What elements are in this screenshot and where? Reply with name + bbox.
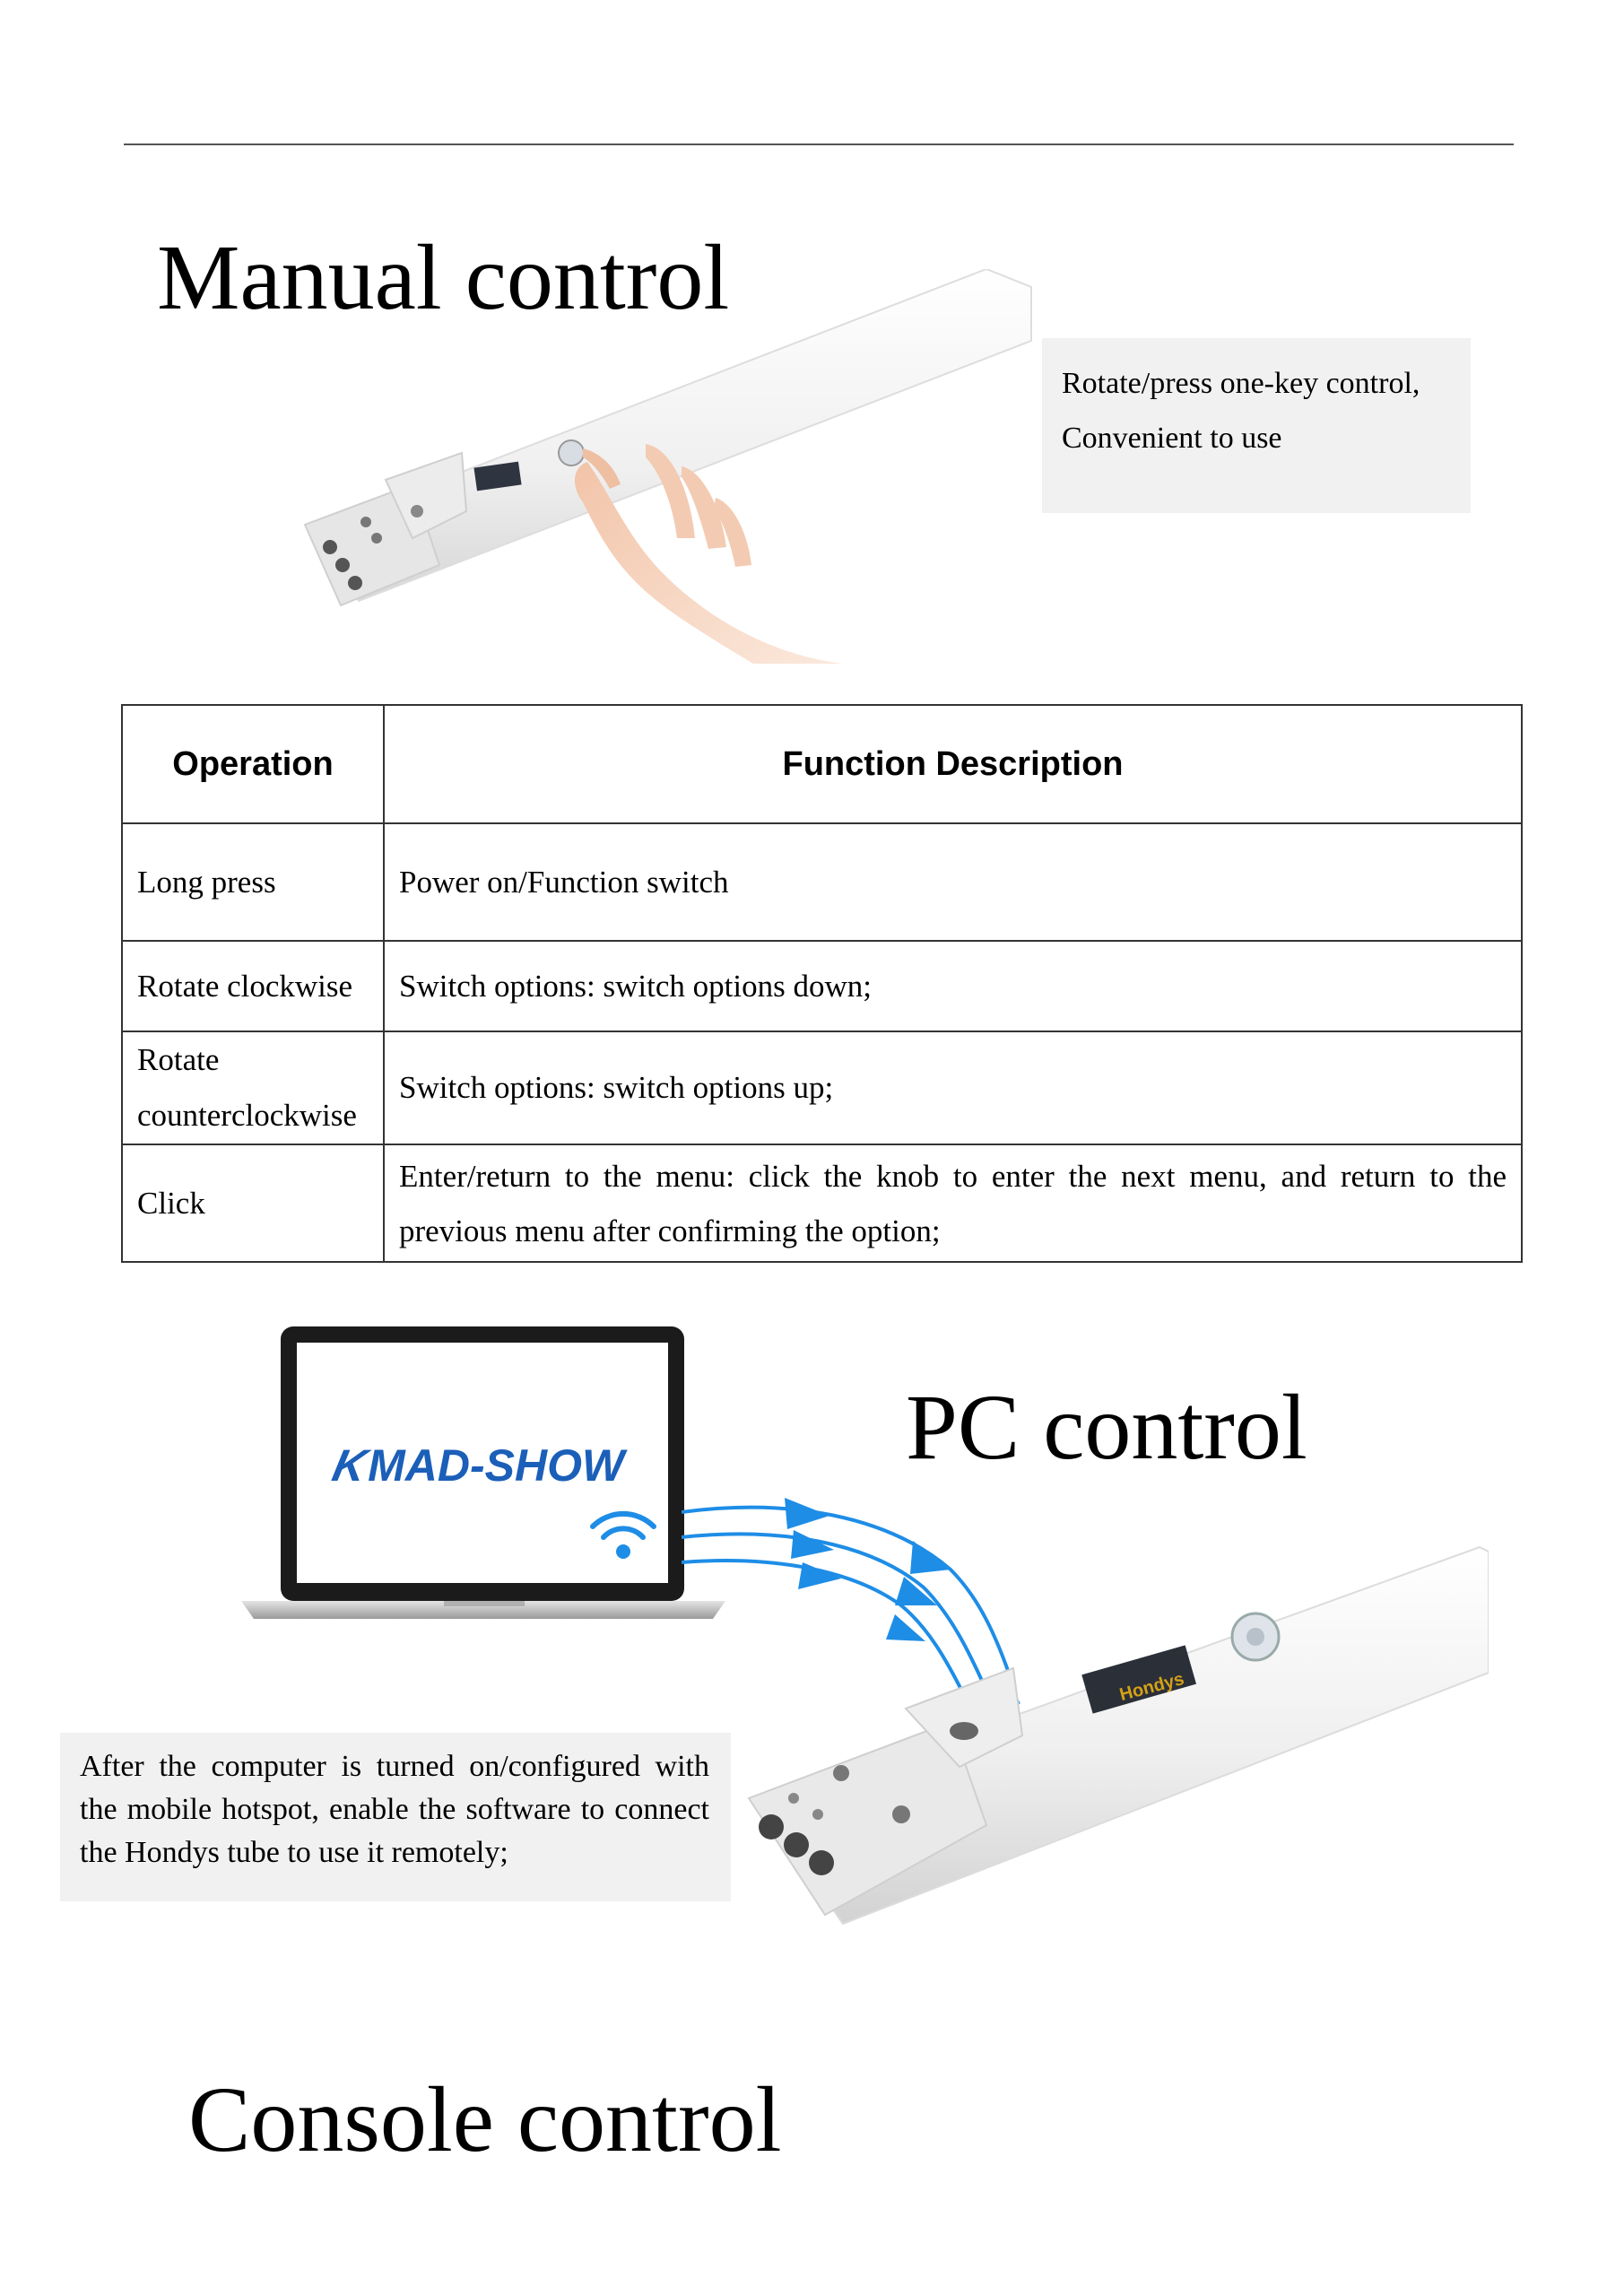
header-function-description: Function Description bbox=[384, 705, 1522, 823]
console-control-title: Console control bbox=[188, 2068, 782, 2171]
operation-cell: Long press bbox=[122, 823, 384, 941]
operation-line-1: Rotate bbox=[137, 1042, 220, 1077]
description-cell: Enter/return to the menu: click the knob to enter the next menu, and return to the previous menu after confirming the option; bbox=[384, 1144, 1522, 1262]
operation-cell bbox=[122, 1031, 384, 1144]
device-brand-label: Hondys bbox=[1117, 1668, 1186, 1706]
pc-control-note: After the computer is turned on/configured with the mobile hotspot, enable the software to connect the Hondys tube to use it remotely; bbox=[60, 1733, 731, 1901]
logo-text: MAD-SHOW bbox=[368, 1440, 625, 1491]
table-row bbox=[122, 1144, 1522, 1262]
manual-control-title: Manual control bbox=[157, 226, 730, 329]
operation-cell: Rotate clockwise bbox=[122, 941, 384, 1031]
manual-note-line-1: Rotate/press one-key control, bbox=[1062, 367, 1420, 400]
operation-cell: Click bbox=[122, 1144, 384, 1262]
table-row bbox=[122, 1031, 1522, 1144]
manual-note-line-2: Convenient to use bbox=[1062, 422, 1282, 455]
operations-table bbox=[121, 704, 1523, 1263]
table-row bbox=[122, 823, 1522, 941]
manual-control-note bbox=[1042, 338, 1471, 513]
table-row bbox=[122, 941, 1522, 1031]
table-header-row bbox=[122, 705, 1522, 823]
mad-show-logo bbox=[328, 1439, 625, 1492]
header-rule bbox=[124, 144, 1514, 145]
wifi-icon bbox=[587, 1507, 659, 1561]
description-cell: Switch options: switch options up; bbox=[384, 1031, 1522, 1144]
logo-k-mark: K bbox=[328, 1440, 372, 1491]
tube-light-hand-image bbox=[287, 269, 1040, 664]
description-cell: Switch options: switch options down; bbox=[384, 941, 1522, 1031]
tube-light-device-image bbox=[744, 1529, 1489, 1942]
description-cell: Power on/Function switch bbox=[384, 823, 1522, 941]
operation-line-2: counterclockwise bbox=[137, 1098, 357, 1133]
header-operation: Operation bbox=[122, 705, 384, 823]
pc-control-title: PC control bbox=[906, 1376, 1307, 1479]
